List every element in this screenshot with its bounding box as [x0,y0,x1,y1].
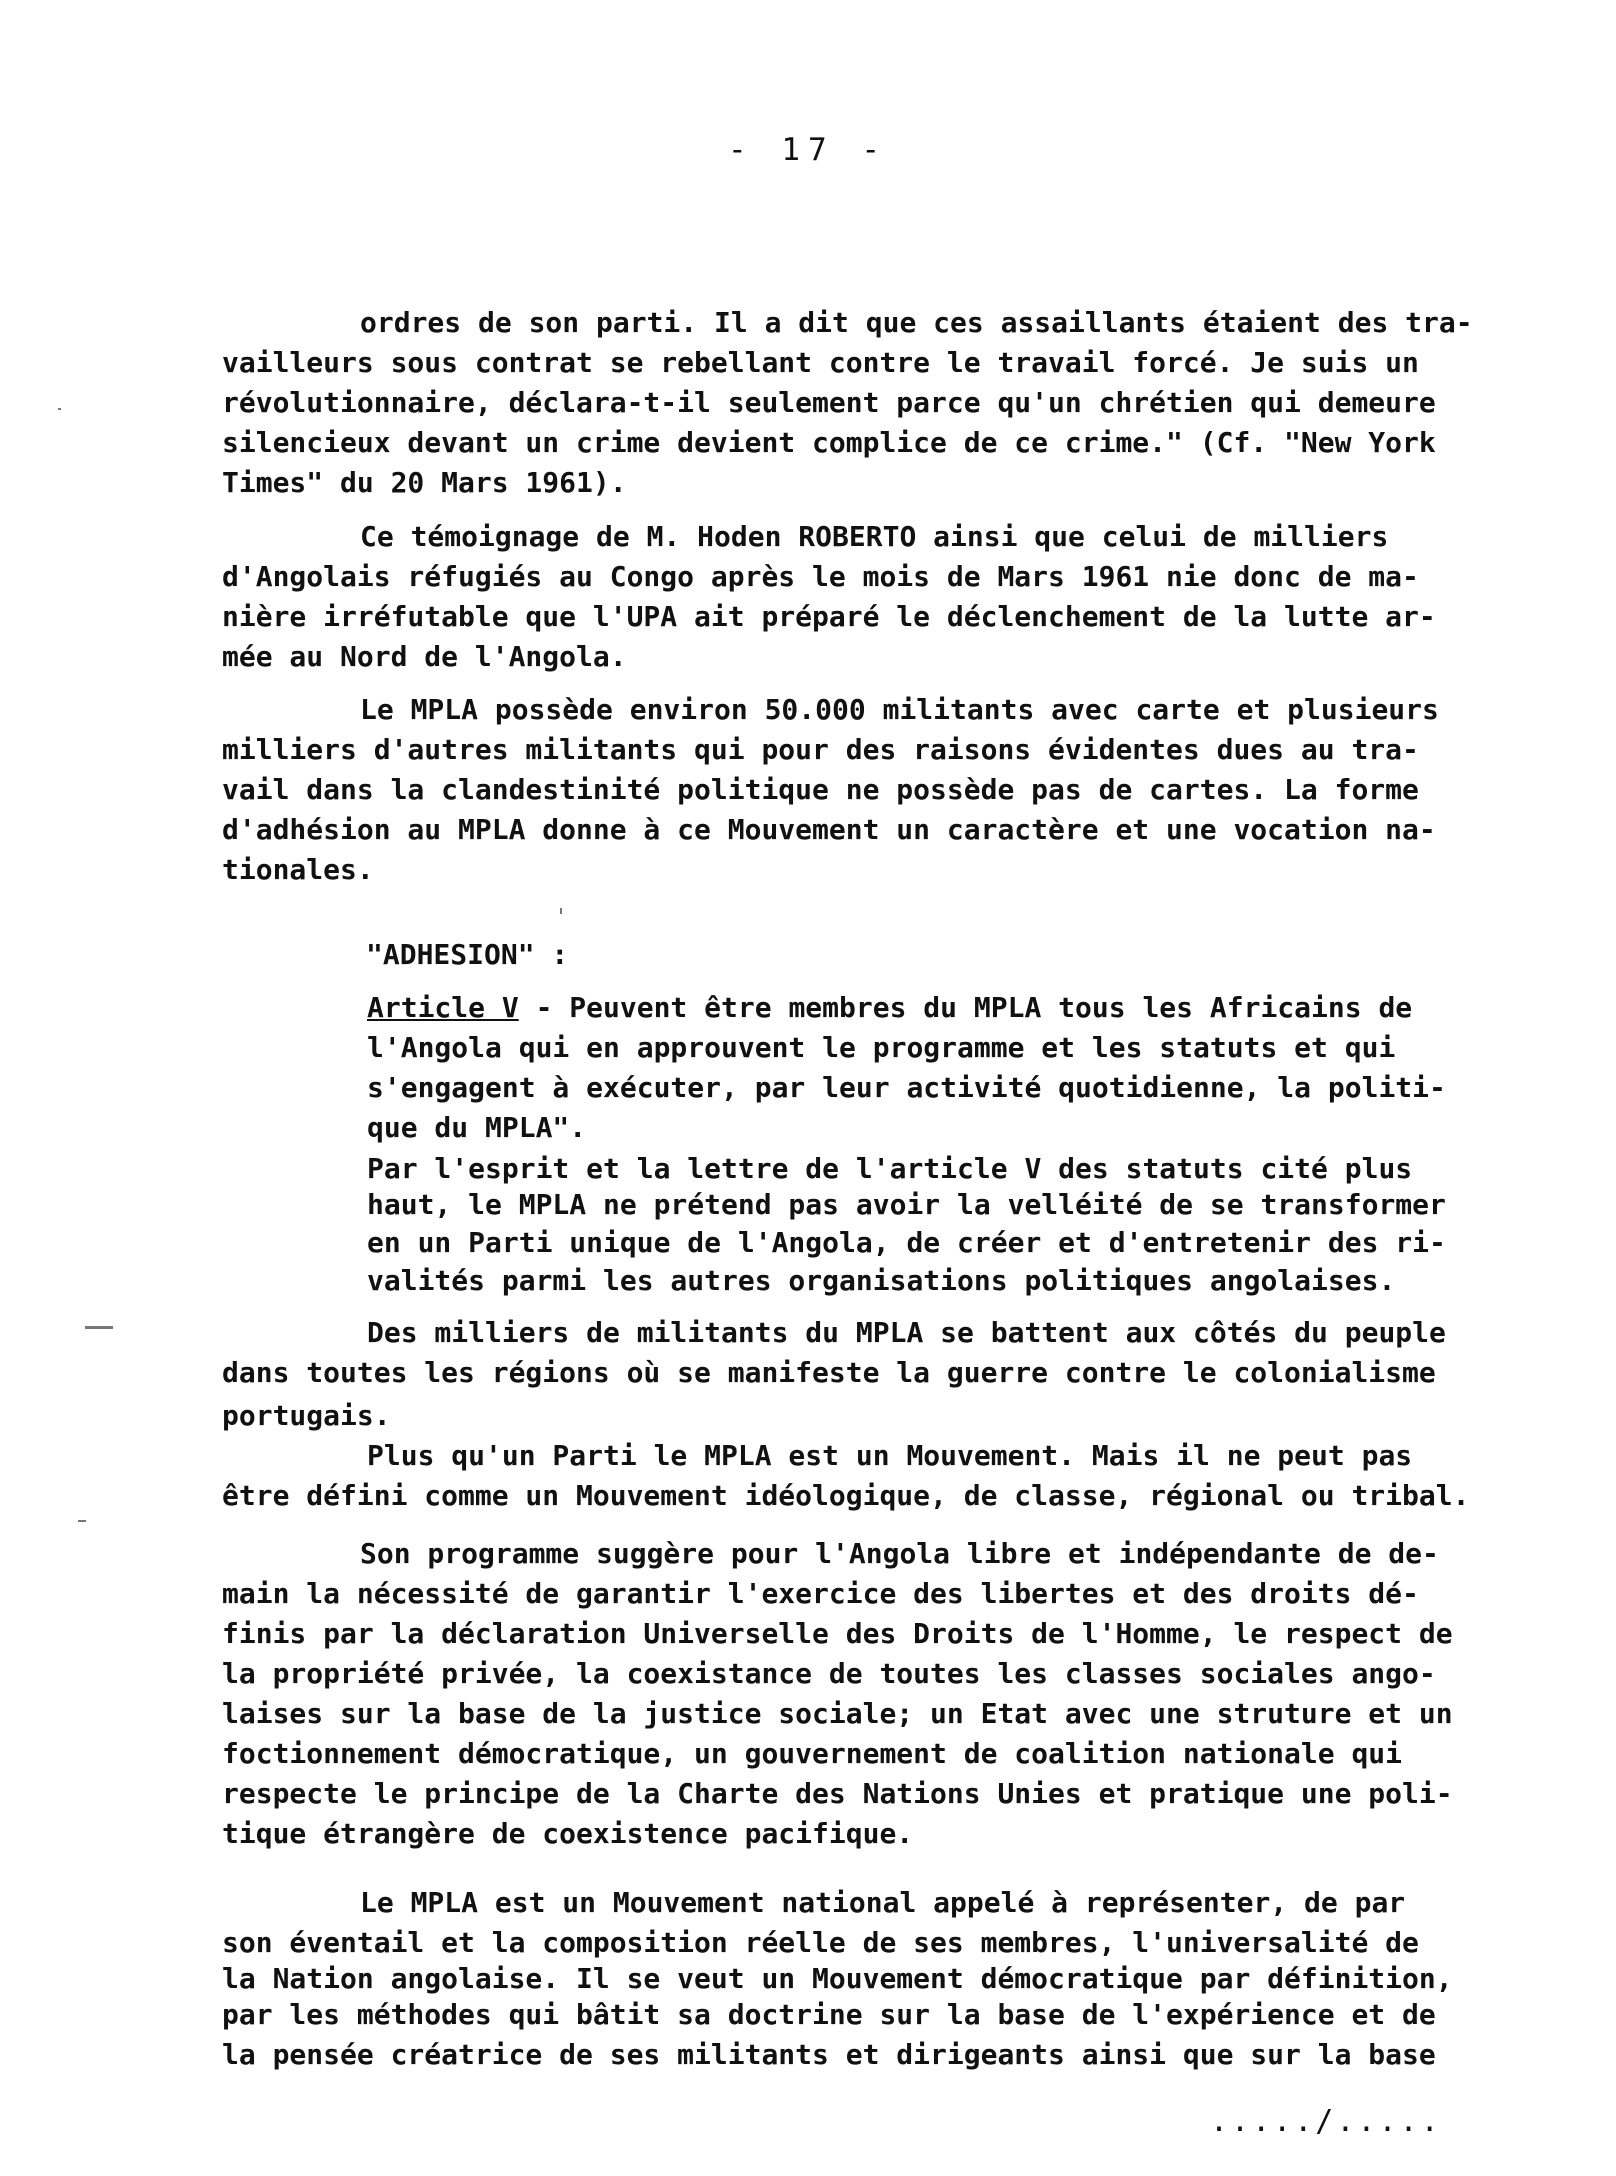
scan-speck [560,908,562,914]
text-line: vail dans la clandestinité politique ne possède pas de cartes. La forme [222,773,1419,806]
text-line: ordres de son parti. Il a dit que ces assaillants étaient des tra- [360,306,1473,339]
text-line: la Nation angolaise. Il se veut un Mouvement démocratique par définition, [222,1962,1453,1995]
text-line: finis par la déclaration Universelle des Droits de l'Homme, le respect de [222,1617,1453,1650]
article-label: Article V [367,991,519,1024]
text-line: laises sur la base de la justice sociale; un Etat avec une struture et un [222,1697,1453,1730]
page-number: - 17 - [728,132,888,168]
scan-speck [85,1326,113,1329]
text-line: la propriété privée, la coexistance de toutes les classes sociales ango- [222,1657,1436,1690]
text-line: vailleurs sous contrat se rebellant contre le travail forcé. Je suis un [222,346,1419,379]
continuation-mark: ...../..... [1210,2104,1442,2139]
text-line: main la nécessité de garantir l'exercice des libertes et des droits dé- [222,1577,1419,1610]
text-line: Par l'esprit et la lettre de l'article V des statuts cité plus [367,1152,1413,1185]
text-line: Times" du 20 Mars 1961). [222,466,627,499]
text-line: mée au Nord de l'Angola. [222,640,627,673]
scan-speck [58,408,61,410]
text-line: d'Angolais réfugiés au Congo après le mois de Mars 1961 nie donc de ma- [222,560,1419,593]
text-line: haut, le MPLA ne prétend pas avoir la velléité de se transformer [367,1188,1446,1221]
text-line: par les méthodes qui bâtit sa doctrine sur la base de l'expérience et de [222,1998,1436,2031]
text-line: la pensée créatrice de ses militants et dirigeants ainsi que sur la base [222,2038,1436,2071]
article-line [367,991,1412,1025]
text-line: en un Parti unique de l'Angola, de créer et d'entretenir des ri- [367,1226,1446,1259]
text-line: valités parmi les autres organisations politiques angolaises. [367,1264,1396,1297]
section-heading: "ADHESION" : [366,938,569,971]
text-line: que du MPLA". [367,1111,587,1144]
text-line: nière irréfutable que l'UPA ait préparé le déclenchement de la lutte ar- [222,600,1436,633]
text-line: son éventail et la composition réelle de ses membres, l'universalité de [222,1926,1419,1959]
text-line: Ce témoignage de M. Hoden ROBERTO ainsi que celui de milliers [360,520,1389,553]
text-line: dans toutes les régions où se manifeste la guerre contre le colonialisme [222,1356,1436,1389]
text-line: s'engagent à exécuter, par leur activité quotidienne, la politi- [367,1071,1446,1104]
text-line: Son programme suggère pour l'Angola libre et indépendante de de- [360,1537,1439,1570]
text-line: Des milliers de militants du MPLA se battent aux côtés du peuple [367,1316,1446,1349]
text-line: révolutionnaire, déclara-t-il seulement parce qu'un chrétien qui demeure [222,386,1436,419]
text-line: silencieux devant un crime devient complice de ce crime." (Cf. "New York [222,426,1436,459]
scan-speck [78,1520,86,1522]
article-text: - Peuvent être membres du MPLA tous les Africains de [518,991,1413,1024]
text-line: Le MPLA est un Mouvement national appelé à représenter, de par [360,1886,1406,1919]
text-line: l'Angola qui en approuvent le programme et les statuts et qui [367,1031,1396,1064]
text-line: foctionnement démocratique, un gouvernement de coalition nationale qui [222,1737,1403,1770]
text-line: Le MPLA possède environ 50.000 militants avec carte et plusieurs [360,693,1439,726]
text-line: tique étrangère de coexistence pacifique. [222,1817,914,1850]
text-line: respecte le principe de la Charte des Nations Unies et pratique une poli- [222,1777,1453,1810]
text-line: tionales. [222,853,374,886]
text-line: Plus qu'un Parti le MPLA est un Mouvement. Mais il ne peut pas [367,1439,1413,1472]
text-line: milliers d'autres militants qui pour des raisons évidentes dues au tra- [222,733,1419,766]
text-line: être défini comme un Mouvement idéologique, de classe, régional ou tribal. [222,1479,1470,1512]
text-line: d'adhésion au MPLA donne à ce Mouvement un caractère et une vocation na- [222,813,1436,846]
text-line: portugais. [222,1399,391,1432]
